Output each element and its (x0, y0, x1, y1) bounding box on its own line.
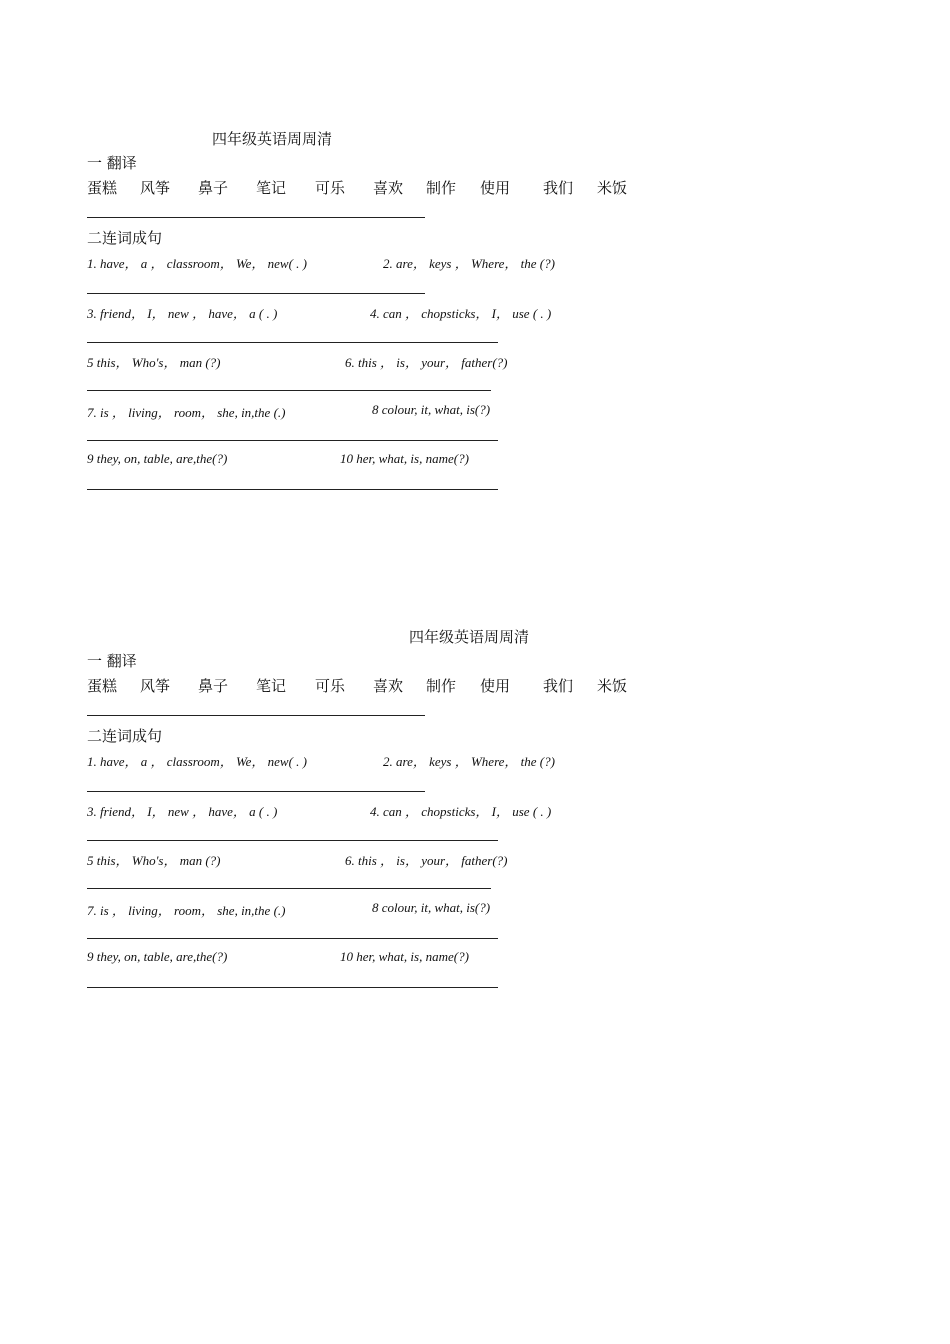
word-item: 使用 (480, 677, 511, 695)
word-item: 可乐 (315, 179, 346, 197)
word-item: 我们 (543, 179, 574, 197)
word-item: 喜欢 (373, 179, 404, 197)
section-translate-heading: 一 翻译 (87, 652, 137, 670)
sentence-item: 7. is ， living， room， she, in,the (.) (87, 903, 286, 918)
sentence-item: 10 her, what, is, name(?) (340, 451, 469, 466)
sentence-item: 8 colour, it, what, is(?) (372, 900, 491, 915)
sentence-item: 9 they, on, table, are,the(?) (87, 451, 228, 466)
section-sentence-heading: 二连词成句 (87, 727, 163, 745)
answer-line (87, 342, 498, 343)
answer-line (87, 840, 498, 841)
word-item: 使用 (480, 179, 511, 197)
word-item: 米饭 (597, 179, 628, 197)
sentence-item: 6. this ， is， your， father(?) (345, 355, 508, 370)
word-item: 米饭 (597, 677, 628, 695)
word-item: 蛋糕 (87, 677, 118, 695)
sentence-item: 1. have， a ， classroom， We， new( . ) (87, 256, 308, 271)
word-item: 鼻子 (198, 179, 229, 197)
word-item: 蛋糕 (87, 179, 118, 197)
answer-line (87, 715, 425, 716)
answer-line (87, 217, 425, 218)
sentence-item: 4. can ， chopsticks， I， use ( . ) (370, 306, 552, 321)
answer-line (87, 987, 498, 988)
sentence-item: 8 colour, it, what, is(?) (372, 402, 491, 417)
sentence-item: 10 her, what, is, name(?) (340, 949, 469, 964)
sentence-item: 4. can ， chopsticks， I， use ( . ) (370, 804, 552, 819)
word-item: 风筝 (140, 179, 171, 197)
answer-line (87, 293, 425, 294)
word-item: 我们 (543, 677, 574, 695)
word-item: 笔记 (256, 677, 287, 695)
answer-line (87, 440, 498, 441)
sentence-item: 3. friend， I， new ， have， a ( . ) (87, 306, 278, 321)
word-item: 鼻子 (198, 677, 229, 695)
answer-line (87, 489, 498, 490)
answer-line (87, 938, 498, 939)
answer-line (87, 791, 425, 792)
word-item: 制作 (426, 179, 457, 197)
word-item: 可乐 (315, 677, 346, 695)
sentence-item: 2. are， keys ， Where， the (?) (383, 754, 555, 769)
section-translate-heading: 一 翻译 (87, 154, 137, 172)
answer-line (87, 390, 491, 391)
page-title: 四年级英语周周清 (212, 130, 333, 148)
word-item: 喜欢 (373, 677, 404, 695)
sentence-item: 2. are， keys ， Where， the (?) (383, 256, 555, 271)
page-title: 四年级英语周周清 (409, 628, 530, 646)
sentence-item: 5 this， Who's， man (?) (87, 355, 221, 370)
word-item: 风筝 (140, 677, 171, 695)
sentence-item: 7. is ， living， room， she, in,the (.) (87, 405, 286, 420)
sentence-item: 1. have， a ， classroom， We， new( . ) (87, 754, 308, 769)
sentence-item: 5 this， Who's， man (?) (87, 853, 221, 868)
word-item: 制作 (426, 677, 457, 695)
sentence-item: 6. this ， is， your， father(?) (345, 853, 508, 868)
word-item: 笔记 (256, 179, 287, 197)
sentence-item: 9 they, on, table, are,the(?) (87, 949, 228, 964)
answer-line (87, 888, 491, 889)
section-sentence-heading: 二连词成句 (87, 229, 163, 247)
sentence-item: 3. friend， I， new ， have， a ( . ) (87, 804, 278, 819)
